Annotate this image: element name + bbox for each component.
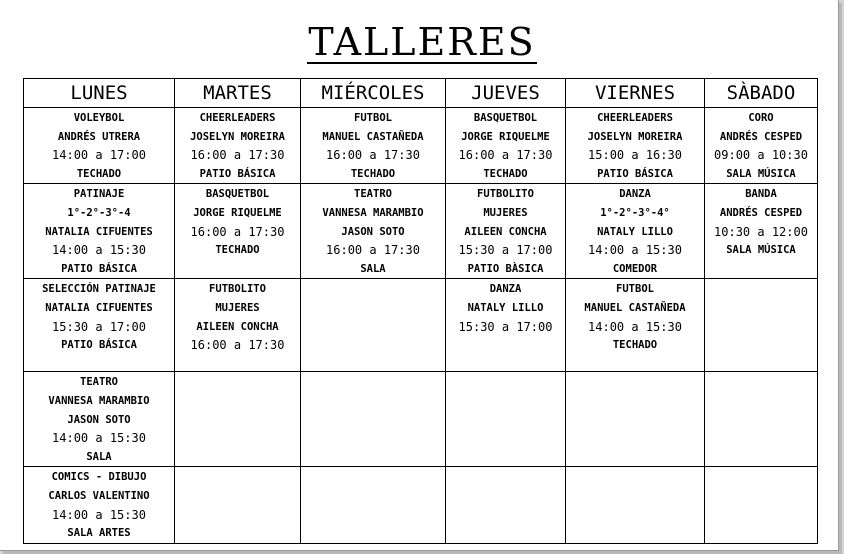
schedule-cell [301,279,446,372]
schedule-row [24,467,818,543]
instructor-name: AILEEN CONCHA [464,225,547,238]
day-header-viernes: VIERNES [566,79,705,108]
schedule-cell [566,108,705,184]
instructor-name: MANUEL CASTAÑEDA [584,301,686,314]
schedule-row [24,372,818,467]
instructor-name: MANUEL CASTAÑEDA [322,130,424,143]
workshop-name: CHEERLEADERS [199,112,276,124]
workshop-time: 15:30 a 17:00 [52,319,146,334]
schedule-cell [446,467,566,543]
schedule-row [24,184,818,279]
schedule-cell [705,108,818,184]
instructor-name: JORGE RIQUELME [193,206,282,219]
schedule-cell [446,184,566,279]
schedule-cell [301,372,446,467]
workshop-time: 16:00 a 17:30 [326,148,420,163]
schedule-cell [566,467,705,543]
schedule-cell [24,467,175,543]
schedule-cell [566,279,705,372]
page-title: TALLERES [308,20,536,64]
workshop-location: PATIO BÁSICA [597,167,673,180]
workshop-time: 14:00 a 15:30 [588,243,682,258]
schedule-cell [24,372,175,467]
workshop-location: TECHADO [612,339,658,352]
workshop-name: PATINAJE [73,188,125,201]
workshop-name: BASQUETBOL [205,188,270,201]
instructor-name: JASON SOTO [67,413,131,426]
day-header-row [24,79,818,108]
day-header-lunes: LUNES [24,79,175,108]
workshop-time: 16:00 a 17:30 [190,224,285,239]
workshop-time: 14:00 a 15:30 [52,431,146,446]
workshop-name: FUTBOL [354,112,392,124]
schedule-cell [175,184,301,279]
workshop-time: 16:00 a 17:30 [458,148,553,163]
workshop-detail: MUJERES [215,301,260,314]
schedule-cell [24,108,175,184]
instructor-name: JORGE RIQUELME [461,130,550,143]
workshop-detail: 1°-2°-3°-4° [600,206,670,219]
workshop-name: SELECCIÓN PATINAJE [42,283,156,296]
workshop-time: 14:00 a 15:30 [52,507,146,522]
instructor-name: VANNESA MARAMBIO [48,394,150,407]
workshop-location: TECHADO [483,167,528,180]
schedule-cell [175,467,301,543]
workshop-location: SALA ARTES [67,527,131,540]
schedule-row [24,279,818,372]
schedule-cell [705,279,818,372]
instructor-name: ANDRÉS UTRERA [57,130,141,143]
workshop-time: 10:30 a 12:00 [714,224,808,239]
schedule-cell [301,467,446,543]
schedule-cell [705,372,818,467]
workshop-time: 14:00 a 17:00 [52,148,146,163]
schedule-cell [24,279,175,372]
workshop-location: TECHADO [350,167,396,180]
workshop-time: 16:00 a 17:30 [190,148,285,163]
day-header-sabado: SÀBADO [705,79,818,108]
workshop-location: PATIO BÁSICA [61,339,137,352]
instructor-name: NATALIA CIFUENTES [45,301,153,314]
schedule-cell [705,184,818,279]
day-header-miercoles: MIÉRCOLES [301,79,446,108]
workshop-location: TECHADO [76,167,122,180]
workshop-location: COMEDOR [612,262,658,275]
workshop-name: VOLEYBOL [73,112,125,124]
schedule-cell [175,372,301,467]
instructor-name: JOSELYN MOREIRA [190,130,285,143]
workshop-name: TEATRO [80,376,118,389]
schedule-cell [446,372,566,467]
workshop-location: PATIO BÁSICA [199,167,276,180]
instructor-name: AILEEN CONCHA [196,320,279,333]
instructor-name: JOSELYN MOREIRA [587,130,683,143]
instructor-name: ANDRÉS CESPED [719,206,803,219]
workshop-time: 14:00 a 15:30 [588,319,682,334]
instructor-name: NATALY LILLO [467,301,544,314]
workshop-time: 15:00 a 16:30 [588,148,682,163]
schedule-cell [446,279,566,372]
schedule-row [24,108,818,184]
workshop-time: 15:30 a 17:00 [458,319,553,334]
instructor-name: CARLOS VALENTINO [48,489,150,502]
workshop-location: SALA MÚSICA [726,167,796,180]
schedule-cell [566,372,705,467]
workshop-location: TECHADO [215,244,260,257]
schedule-cell [301,184,446,279]
day-header-martes: MARTES [175,79,301,108]
instructor-name: NATALY LILLO [597,225,673,238]
schedule-cell [175,279,301,372]
workshop-name: CORO [748,112,774,124]
workshop-time: 16:00 a 17:30 [326,243,420,258]
workshop-location: SALA [86,450,112,463]
workshop-name: DANZA [489,283,522,296]
workshop-location: PATIO BÀSICA [467,262,544,275]
workshop-location: PATIO BÁSICA [61,262,137,275]
workshop-name: FUTBOLITO [209,283,266,296]
schedule-cell [566,184,705,279]
workshop-time: 15:30 a 17:00 [458,243,553,258]
workshop-name: COMICS - DIBUJO [51,471,147,484]
workshop-detail: MUJERES [483,206,528,219]
schedule-cell [175,108,301,184]
day-header-jueves: JUEVES [446,79,566,108]
workshop-time: 16:00 a 17:30 [190,338,285,353]
workshop-detail: 1°-2°-3°-4 [67,206,131,219]
schedule-cell [24,184,175,279]
schedule-cell [301,108,446,184]
workshop-name: BASQUETBOL [473,112,538,124]
workshop-name: FUTBOLITO [477,188,534,201]
workshop-time: 09:00 a 10:30 [714,148,808,163]
instructor-name: VANNESA MARAMBIO [322,206,424,219]
workshop-name: FUTBOL [616,283,654,296]
workshop-time: 14:00 a 15:30 [52,243,146,258]
workshop-name: TEATRO [354,188,392,201]
workshop-name: BANDA [745,188,777,201]
schedule-cell [705,467,818,543]
workshop-location: SALA [360,262,386,275]
schedule-table [23,78,818,544]
instructor-name: NATALIA CIFUENTES [45,225,153,238]
instructor-name: JASON SOTO [341,225,405,238]
workshop-location: SALA MÚSICA [726,244,796,257]
instructor-name: ANDRÉS CESPED [719,130,803,143]
schedule-cell [446,108,566,184]
workshop-name: DANZA [619,188,651,201]
workshop-name: CHEERLEADERS [597,112,673,124]
